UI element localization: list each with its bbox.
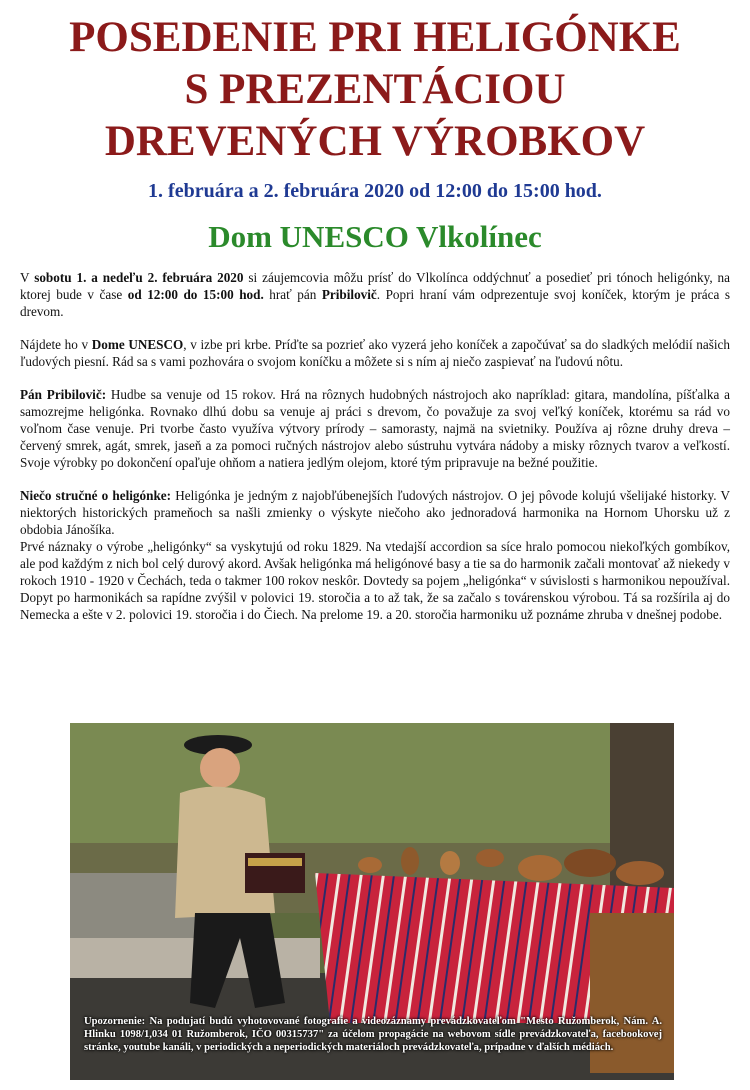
event-venue: Dom UNESCO Vlkolínec	[208, 219, 542, 254]
paragraph-heligonka: Niečo stručné o heligónke: Heligónka je jedným z najobľúbenejších ľudových nástrojov. O jej pôvode kolujú všelijaké historky. V niektorých historických prameňoch sa našli zmienky o výskyte niečoho ako jednoradová harmonika na Hornom Uhorsku už z obdobia Jánošíka.	[20, 488, 730, 537]
photo-notice: Upozornenie: Na podujatí budú vyhotovované fotografie a videozáznamy prevádzkovateľom "Mesto Ružomberok, Nám. A. Hlinku 1098/1,034 01 Ružomberok, IČO 00315737" za účelom propagácie na webovom sídle prevádzkovateľa, facebookovej stránke, youtube kanáli, v periodických a neperiodických materiáloch prevádzkovateľa, prípadne v ďalších médiách.	[84, 1016, 662, 1053]
title-line-3: DREVENÝCH VÝROBKOV	[104, 118, 646, 165]
paragraph-history: Prvé náznaky o výrobe „heligónky“ sa vyskytujú od roku 1829. Na vtedajší accordion sa síce hralo pomocou niekoľkých gombíkov, ale pod každým z nich bol celý durový akord. Avšak heligónka má heligónové basy a tie sa do harmonik začali montovať až niekedy v rokoch 1910 - 1920 v Čechách, teda o takmer 100 rokov neskôr. Dovtedy sa pojem „heligónka“ v súvislosti s harmonikou nepoužíval. Dopyt po harmonikách sa rapídne zvýšil v polovici 19. storočia a to až tak, že sa začalo s továrenskou výrobou. Tá sa rozšírila aj do Nemecka a ešte v 2. polovici 19. storočia i do Čiech. Na prelome 19. a 20. storočia harmoniku už poznáme zhruba v dnešnej podobe.	[20, 539, 730, 622]
title-line-2: S PREZENTÁCIOU	[184, 66, 566, 113]
paragraph-location: Nájdete ho v Dome UNESCO, v izbe pri krbe. Príďte sa pozrieť ako vyzerá jeho koníček a započúvať sa do sladkých melódií našich ľudových piesní. Rád sa s vami pozhovára o svojom koníčku a môžete si s ním aj niečo zaspievať na ľudovú nôtu.	[20, 337, 730, 369]
paragraph-intro: V sobotu 1. a nedeľu 2. februára 2020 si záujemcovia môžu prísť do Vlkolínca oddýchnuť a posedieť pri tónoch heligónky, na ktorej bude v čase od 12:00 do 15:00 hod. hrať pán Pribilovič. Popri hraní vám odprezentuje svoj koníček, ktorým je práca s drevom.	[20, 270, 731, 319]
poster-title	[0, 0, 750, 168]
event-photo	[70, 723, 674, 1080]
event-dates: 1. februára a 2. februára 2020 od 12:00 do 15:00 hod.	[148, 180, 602, 202]
poster-body	[0, 255, 750, 623]
paragraph-performer: Pán Pribilovič: Hudbe sa venuje od 15 rokov. Hrá na rôznych hudobných nástrojoch ako napríklad: gitara, mandolína, píšťalka a samozrejme heligónka. Rovnako dlhú dobu sa venuje aj práci s drevom, čo považuje za svoj veľký koníček, ktorému sa rád vo voľnom čase venuje. Pri tvorbe často využíva výtvory prírody – samorasty, najmä na svietniky. Používa aj rôzne druhy dreva – červený smrek, agát, smrek, jaseň a za pomoci ručných nástrojov alebo sústruhu vytvára nádoby a misky rôznych tvarov a veľkostí. Svoje výrobky po dokončení opaľuje ohňom a natiera jedlým olejom, ktoré tým pripravuje na bežné použitie.	[20, 387, 730, 470]
title-line-1: POSEDENIE PRI HELIGÓNKE	[69, 14, 681, 61]
